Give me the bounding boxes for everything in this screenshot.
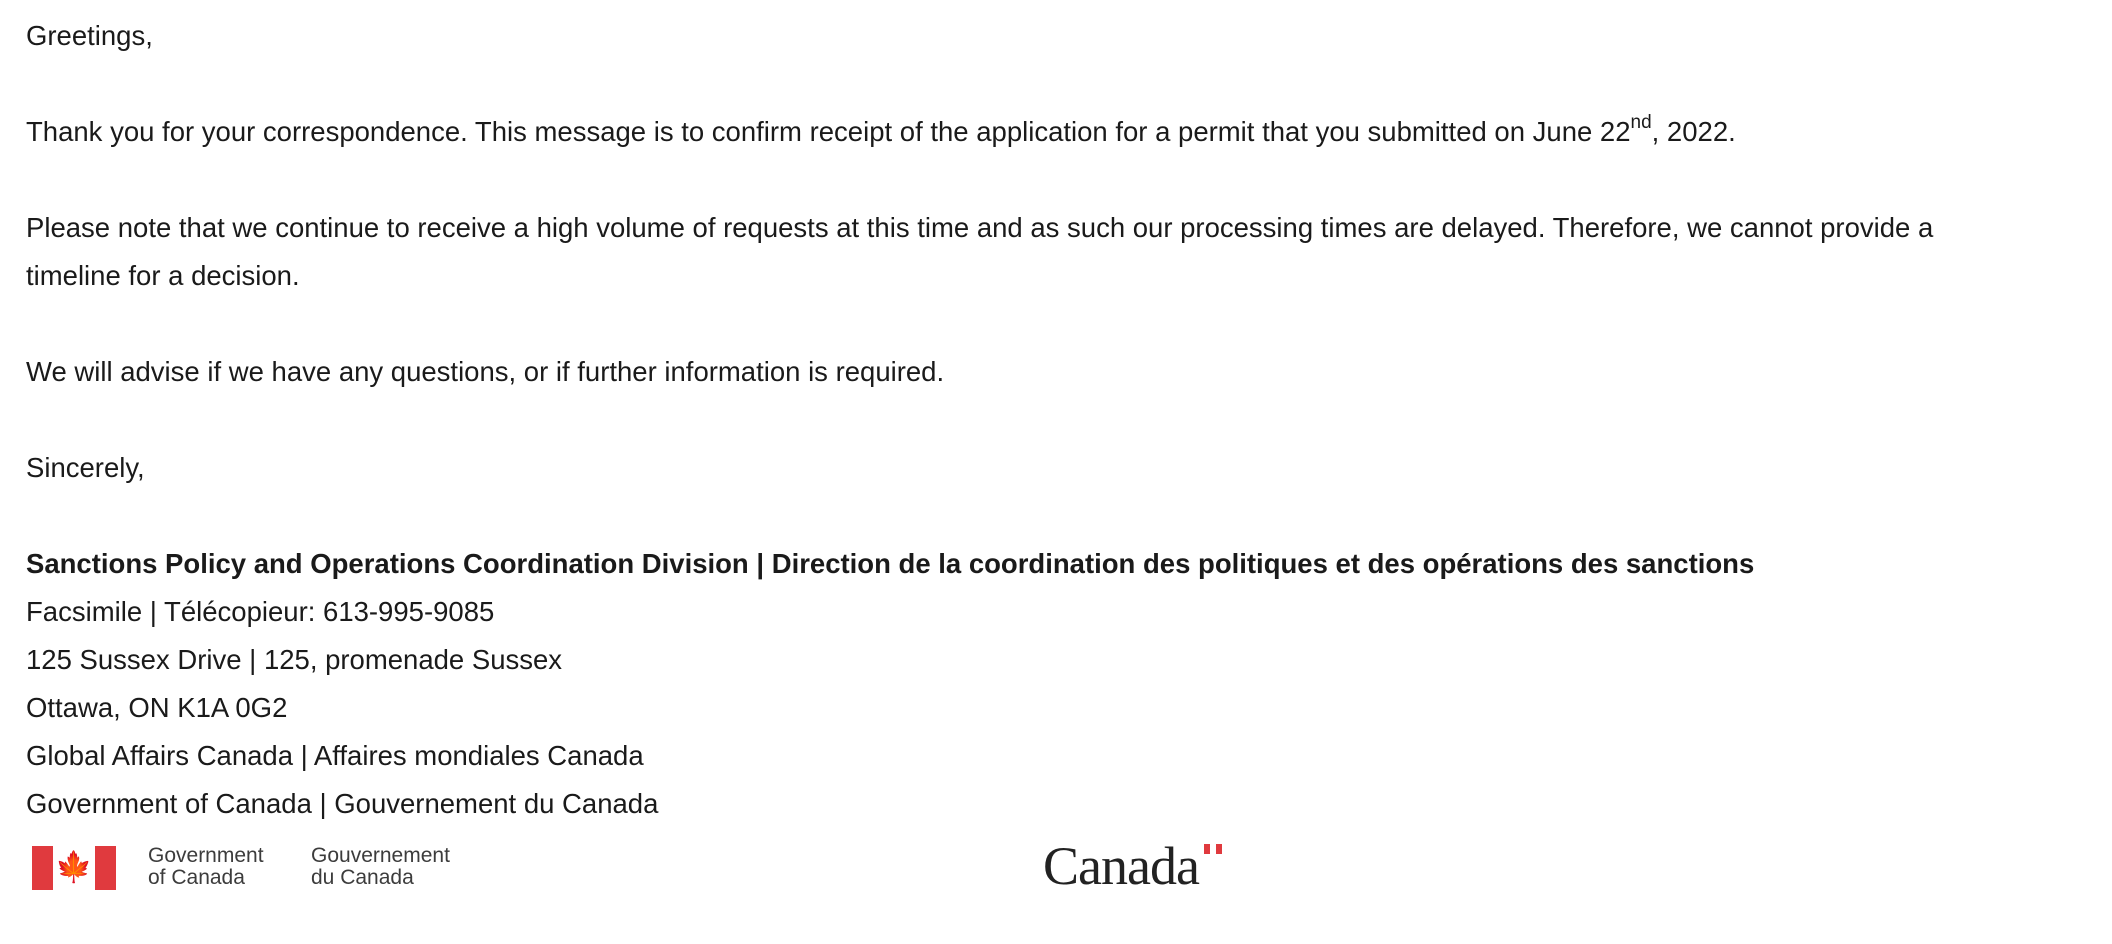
goc-english: [148, 845, 264, 889]
signature-city: Ottawa, ON K1A 0G2: [26, 692, 288, 723]
paragraph-receipt: [26, 108, 2106, 156]
signature-department: Global Affairs Canada | Affaires mondiales Canada: [26, 740, 644, 771]
goc-fr-line1: Gouvernement: [311, 844, 450, 867]
government-of-canada-logo: [32, 845, 116, 891]
receipt-text: Thank you for your correspondence. This message is to confirm receipt of the application for a permit that you submitted on June 22: [26, 116, 1631, 147]
paragraph-delay-line1: Please note that we continue to receive a high volume of requests at this time and as such our processing times are delayed. Therefore, we cannot provide a: [26, 212, 1934, 243]
canada-wordmark: Canada: [1043, 836, 1199, 896]
signature-address: 125 Sussex Drive | 125, promenade Sussex: [26, 644, 563, 675]
goc-french: [311, 845, 450, 889]
goc-fr-line2: du Canada: [311, 866, 414, 889]
ordinal-suffix: nd: [1630, 112, 1652, 133]
wordmark-flag-icon: [1204, 844, 1222, 854]
canada-flag-icon: 🍁: [32, 846, 116, 890]
signature-fax: Facsimile | Télécopieur: 613-995-9085: [26, 596, 495, 627]
goc-en-line1: Government: [148, 844, 264, 867]
paragraph-advise: We will advise if we have any questions, or if further information is required.: [26, 356, 945, 387]
closing: Sincerely,: [26, 452, 145, 483]
signature-division: Sanctions Policy and Operations Coordination Division | Direction de la coordination des politiques et des opérations des sanctions: [26, 548, 1755, 579]
email-body: [26, 12, 2106, 828]
paragraph-delay-line2: timeline for a decision.: [26, 260, 300, 291]
receipt-year: , 2022.: [1651, 116, 1736, 147]
goc-en-line2: of Canada: [148, 866, 245, 889]
signature-government: Government of Canada | Gouvernement du Canada: [26, 788, 659, 819]
greeting: Greetings,: [26, 20, 153, 51]
